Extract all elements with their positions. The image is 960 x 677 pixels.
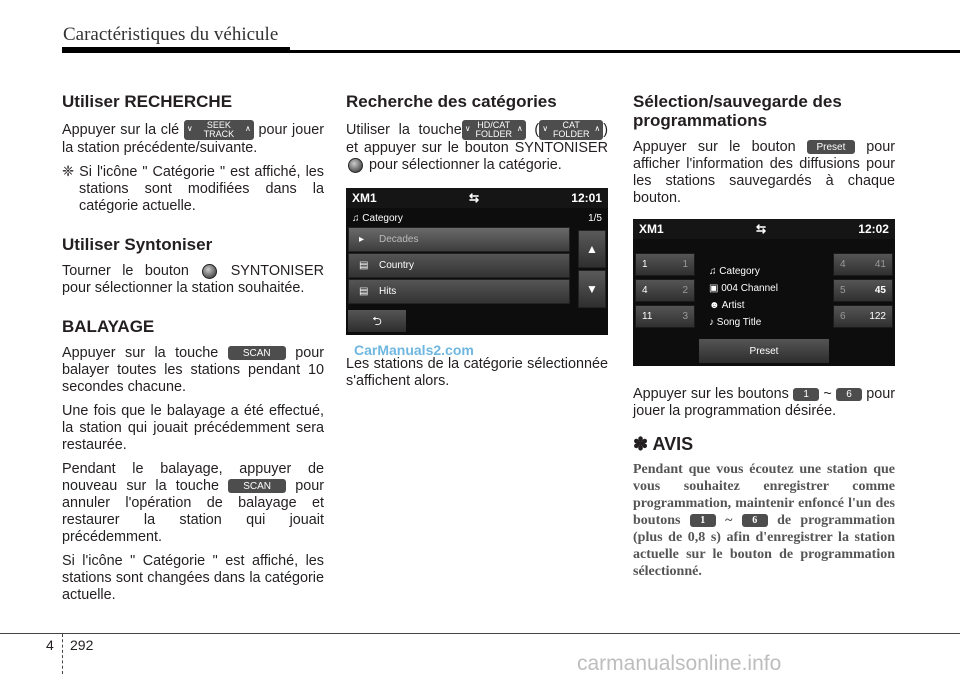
preset-slot: 4 2 (635, 279, 695, 302)
usb-icon: ⇆ (755, 221, 767, 236)
preset-1-button: 1 (690, 514, 716, 527)
artist-icon: ☻ (709, 300, 720, 311)
usb-icon: ⇆ (468, 190, 480, 205)
para-balayage-4: Si l'icône " Catégorie " est affiché, les stations sont changées dans la catégorie actuelle. (62, 553, 324, 603)
heading-presets: Sélection/sauvegarde des programmations (633, 92, 842, 130)
heading-recherche: Utiliser RECHERCHE (62, 92, 233, 111)
heading-categories: Recherche des catégories (346, 92, 557, 111)
preset-slot: 6 122 (833, 305, 893, 328)
chevron-down-icon: ∨ (186, 124, 193, 133)
scroll-up-button (578, 230, 606, 268)
category-title-bar: ♫ Category 1/5 (352, 209, 602, 227)
page-indicator: 1/5 (588, 212, 602, 224)
chevron-up-icon: ∧ (516, 124, 523, 133)
note-categorie: ❈ Si l'icône " Catégorie " est affiché, les stations sont modifiées dans la catégorie actuelle. (62, 164, 324, 214)
heading-syntoniser: Utiliser Syntoniser (62, 235, 213, 254)
para-syntoniser: Tourner le bouton SYNTONISER pour sélectionner la station souhaitée. (62, 263, 324, 296)
preset-6-button: 6 (836, 388, 862, 401)
scroll-down-button (578, 270, 606, 308)
category-icon: ♫ (709, 266, 717, 277)
hd-cat-folder-button: ∨ HD/CAT FOLDER ∧ (462, 120, 526, 140)
channel-icon: ▣ (709, 283, 719, 294)
para-recherche: Appuyer sur la clé ∨ SEEK TRACK ∧ pour jouer la station précédente/suivante. (62, 120, 324, 156)
para-balayage-2: Une fois que le balayage a été effectué, la station qui jouait précédemment sera restaurée. (62, 403, 324, 453)
avis-marker: ✽ (633, 434, 649, 454)
screen-preset-button: Preset (699, 339, 829, 363)
back-button (348, 310, 406, 332)
station-info: ♫ Category ▣ 004 Channel ☻ Artist ♪ Song Title (709, 266, 778, 328)
para-categories-result: Les stations de la catégorie sélectionnée s'affichent alors. (346, 356, 608, 389)
tune-knob-icon (348, 158, 363, 173)
watermark-carmanualsonline: carmanualsonline.info (577, 652, 782, 675)
preset-1-button: 1 (793, 388, 819, 401)
song-icon: ♪ (709, 317, 714, 328)
screen-status-bar: XM1 ⇆ 12:02 (633, 219, 895, 239)
scan-button: SCAN (228, 346, 286, 360)
heading-balayage: BALAYAGE (62, 317, 155, 336)
note-marker: ❈ (62, 164, 75, 180)
screen-time: 12:01 (571, 190, 602, 205)
tune-knob-icon (202, 264, 217, 279)
preset-slot: 11 3 (635, 305, 695, 328)
preset-6-button: 6 (742, 514, 768, 527)
seek-track-button: ∨ SEEK TRACK ∧ (184, 120, 254, 140)
screen-source: XM1 (352, 190, 377, 205)
chevron-up-icon: ∧ (594, 124, 601, 133)
para-categories: Utiliser la touche ∨ HD/CAT FOLDER ∧ ( ∨ CAT FOLDER ∧ ) et appuyer sur le bouton SYNTONISER pour sélectionner la catégorie. (346, 120, 608, 173)
play-icon: ▸ (359, 234, 365, 245)
preset-slot: 4 41 (833, 253, 893, 276)
footer-rule (0, 633, 960, 634)
para-balayage-3: Pendant le balayage, appuyer de nouveau sur la touche SCAN pour annuler l'opération de balayage et restaurer la station qui jouait précédemment. (62, 461, 325, 545)
avis-text: Pendant que vous écoutez une station que vous souhaitez enregistrer comme programmation, maintenir enfoncé l'un des boutons 1 ~ 6 de programmation (plus de 0,8 s) afin d'enregistrer la station actuelle sur le bouton de programmation sélectionné. (633, 462, 896, 579)
folder-icon: ▤ (359, 260, 369, 271)
category-row: ▸ Decades (348, 227, 570, 252)
para-presets: Appuyer sur le bouton Preset pour afficher l'information des diffusions pour les stations sauvegardés à chaque bouton. (633, 139, 896, 206)
back-icon: ⮌ (372, 313, 382, 328)
cat-folder-button: ∨ CAT FOLDER ∧ (539, 120, 603, 140)
para-presets-select: Appuyer sur les boutons 1 ~ 6 pour jouer la programmation désirée. (633, 386, 896, 419)
triangle-up-icon: ▲ (586, 241, 598, 256)
category-row: ▤ Hits (348, 279, 570, 304)
avis-heading: ✽ AVIS (633, 434, 694, 454)
preset-screen (633, 219, 895, 366)
chevron-down-icon: ∨ (464, 124, 471, 133)
watermark-carmanuals: CarManuals2.com (354, 342, 474, 358)
chevron-down-icon: ∨ (542, 124, 549, 133)
category-screen (346, 188, 608, 335)
footer-divider (62, 634, 63, 674)
header-rule (62, 50, 960, 53)
para-balayage: Appuyer sur la touche SCAN pour balayer toutes les stations pendant 10 secondes chacune. (62, 345, 324, 395)
category-icon: ♫ (352, 212, 360, 224)
column-1 (62, 92, 324, 611)
preset-slot: 1 1 (635, 253, 695, 276)
preset-button: Preset (807, 140, 855, 154)
chapter-number: 4 (46, 637, 54, 653)
scan-button: SCAN (228, 479, 286, 493)
page-header-title: Caractéristiques du véhicule (63, 24, 279, 45)
triangle-down-icon: ▼ (586, 281, 598, 296)
chevron-up-icon: ∧ (245, 124, 251, 133)
column-3 (633, 92, 895, 580)
preset-slot: 5 45 (833, 279, 893, 302)
folder-icon: ▤ (359, 286, 369, 297)
screen-status-bar (346, 188, 608, 208)
category-row: ▤ Country (348, 253, 570, 278)
page-number: 292 (70, 637, 94, 653)
